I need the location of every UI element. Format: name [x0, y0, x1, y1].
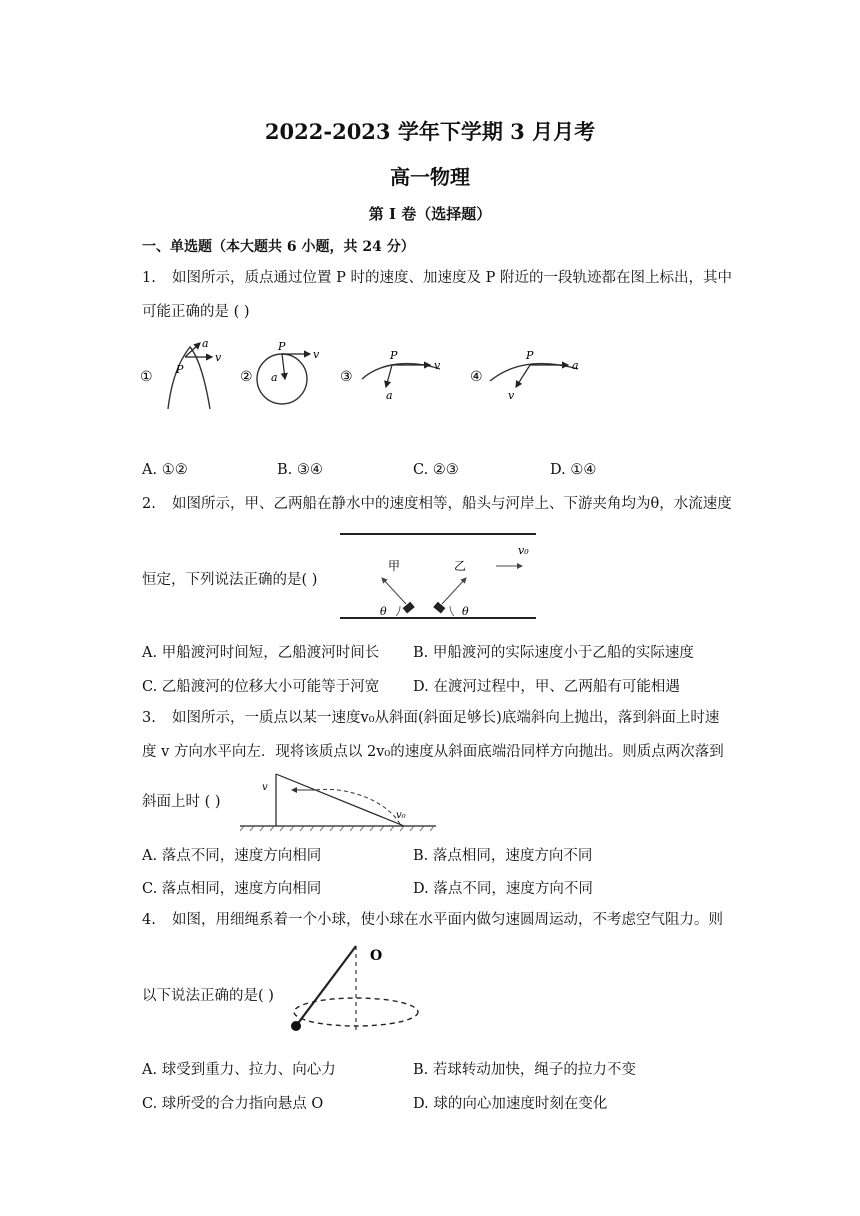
q2-figure — [336, 526, 540, 624]
q1-number: 1. — [142, 270, 156, 286]
q1-fig3-label: ③ — [340, 369, 353, 385]
q4-ball — [291, 1021, 301, 1031]
q1-fig3-a: a — [386, 389, 393, 402]
q1-fig2-label: ② — [240, 369, 253, 385]
q3-option-b[interactable]: B. 落点相同，速度方向不同 — [413, 848, 593, 864]
q1-option-b[interactable]: B. ③④ — [277, 462, 323, 478]
q2-option-d[interactable]: D. 在渡河过程中，甲、乙两船有可能相遇 — [413, 679, 680, 695]
q2-angle-a: θ — [380, 605, 387, 618]
q1-fig4-p: P — [526, 349, 534, 362]
q1-fig1-p: P — [176, 363, 184, 376]
q3-label-v0: v₀ — [396, 810, 406, 821]
q1-figure-2 — [257, 340, 320, 404]
q1-fig3-v: v — [434, 359, 441, 372]
q2-boat-b — [433, 602, 445, 614]
q2-option-b[interactable]: B. 甲船渡河的实际速度小于乙船的实际速度 — [413, 645, 694, 661]
q1-figures — [140, 335, 600, 415]
q4-option-c[interactable]: C. 球所受的合力指向悬点 O — [142, 1096, 324, 1112]
volume-title: 第 I 卷（选择题） — [368, 205, 492, 223]
q1-option-a[interactable]: A. ①② — [142, 462, 188, 478]
section-title: 一、单选题（本大题共 6 小题，共 24 分） — [142, 239, 415, 255]
q3-option-c[interactable]: C. 落点相同，速度方向相同 — [142, 881, 322, 897]
q1-fig4-a: a — [572, 359, 579, 372]
q1-fig1-a: a — [202, 337, 209, 350]
q3-stem-line2: 度 v 方向水平向左．现将该质点以 2v₀的速度从斜面底端沿同样方向抛出。则质点两次落到 — [142, 744, 724, 760]
q2-line1 — [142, 494, 732, 514]
q1-fig3-p: P — [390, 349, 398, 362]
q4-stem-line1: 如图，用细绳系着一个小球，使小球在水平面内做匀速圆周运动，不考虑空气阻力。则 — [172, 912, 723, 928]
q1-fig4-v: v — [508, 389, 515, 402]
q3-stem-line1: 如图所示，一质点以某一速度v₀从斜面(斜面足够长)底端斜向上抛出，落到斜面上时速 — [172, 710, 720, 726]
q4-option-d[interactable]: D. 球的向心加速度时刻在变化 — [413, 1096, 608, 1112]
q1-fig2-a: a — [271, 371, 278, 384]
q1-figure-1 — [168, 337, 222, 409]
q1-option-c[interactable]: C. ②③ — [413, 462, 459, 478]
q2-option-c[interactable]: C. 乙船渡河的位移大小可能等于河宽 — [142, 679, 380, 695]
q3-number: 3. — [142, 710, 156, 726]
q2-boat-a-label: 甲 — [388, 559, 401, 573]
q3-option-d[interactable]: D. 落点不同，速度方向不同 — [413, 881, 593, 897]
q3-line1 — [142, 708, 719, 728]
q3-stem-line3: 斜面上时 ( ) — [142, 794, 221, 810]
q1-stem-line2: 可能正确的是 ( ) — [142, 304, 250, 320]
q4-option-a[interactable]: A. 球受到重力、拉力、向心力 — [142, 1062, 336, 1078]
exam-title: 2022-2023 学年下学期 3 月月考 — [264, 119, 596, 144]
q4-stem-line2: 以下说法正确的是( ) — [142, 988, 274, 1004]
q3-label-v: v — [262, 782, 268, 793]
q1-fig2-v: v — [313, 348, 320, 361]
q1-figure-3 — [362, 349, 441, 402]
q4-label-o: O — [370, 948, 383, 964]
q4-option-b[interactable]: B. 若球转动加快，绳子的拉力不变 — [413, 1062, 636, 1078]
q1-line1 — [142, 268, 732, 288]
q3-figure — [236, 770, 440, 832]
q4-line1 — [142, 910, 723, 930]
q2-stem-line1: 如图所示，甲、乙两船在静水中的速度相等，船头与河岸上、下游夹角均为θ，水流速度 — [172, 496, 732, 512]
q1-fig1-v: v — [215, 351, 222, 364]
q2-boat-a — [403, 602, 415, 614]
q2-stem-line2: 恒定，下列说法正确的是( ) — [142, 572, 318, 588]
q4-figure — [286, 940, 426, 1036]
q1-figure-4 — [490, 349, 579, 402]
q2-flow-label: v₀ — [518, 544, 529, 557]
q3-option-a[interactable]: A. 落点不同，速度方向相同 — [142, 848, 322, 864]
q2-angle-b: θ — [462, 605, 469, 618]
q2-boat-b-label: 乙 — [454, 559, 467, 573]
q1-fig1-label: ① — [140, 369, 153, 385]
q3-incline — [276, 774, 404, 826]
q1-stem-line1: 如图所示，质点通过位置 P 时的速度、加速度及 P 附近的一段轨迹都在图上标出，其中 — [172, 270, 732, 286]
q1-option-d[interactable]: D. ①④ — [550, 462, 597, 478]
subject-title: 高一物理 — [390, 165, 470, 189]
q4-number: 4. — [142, 912, 156, 928]
q1-fig2-p: P — [278, 340, 286, 353]
q1-fig4-label: ④ — [470, 369, 483, 385]
q2-option-a[interactable]: A. 甲船渡河时间短，乙船渡河时间长 — [142, 645, 380, 661]
q4-string — [296, 946, 356, 1026]
q2-number: 2. — [142, 496, 156, 512]
